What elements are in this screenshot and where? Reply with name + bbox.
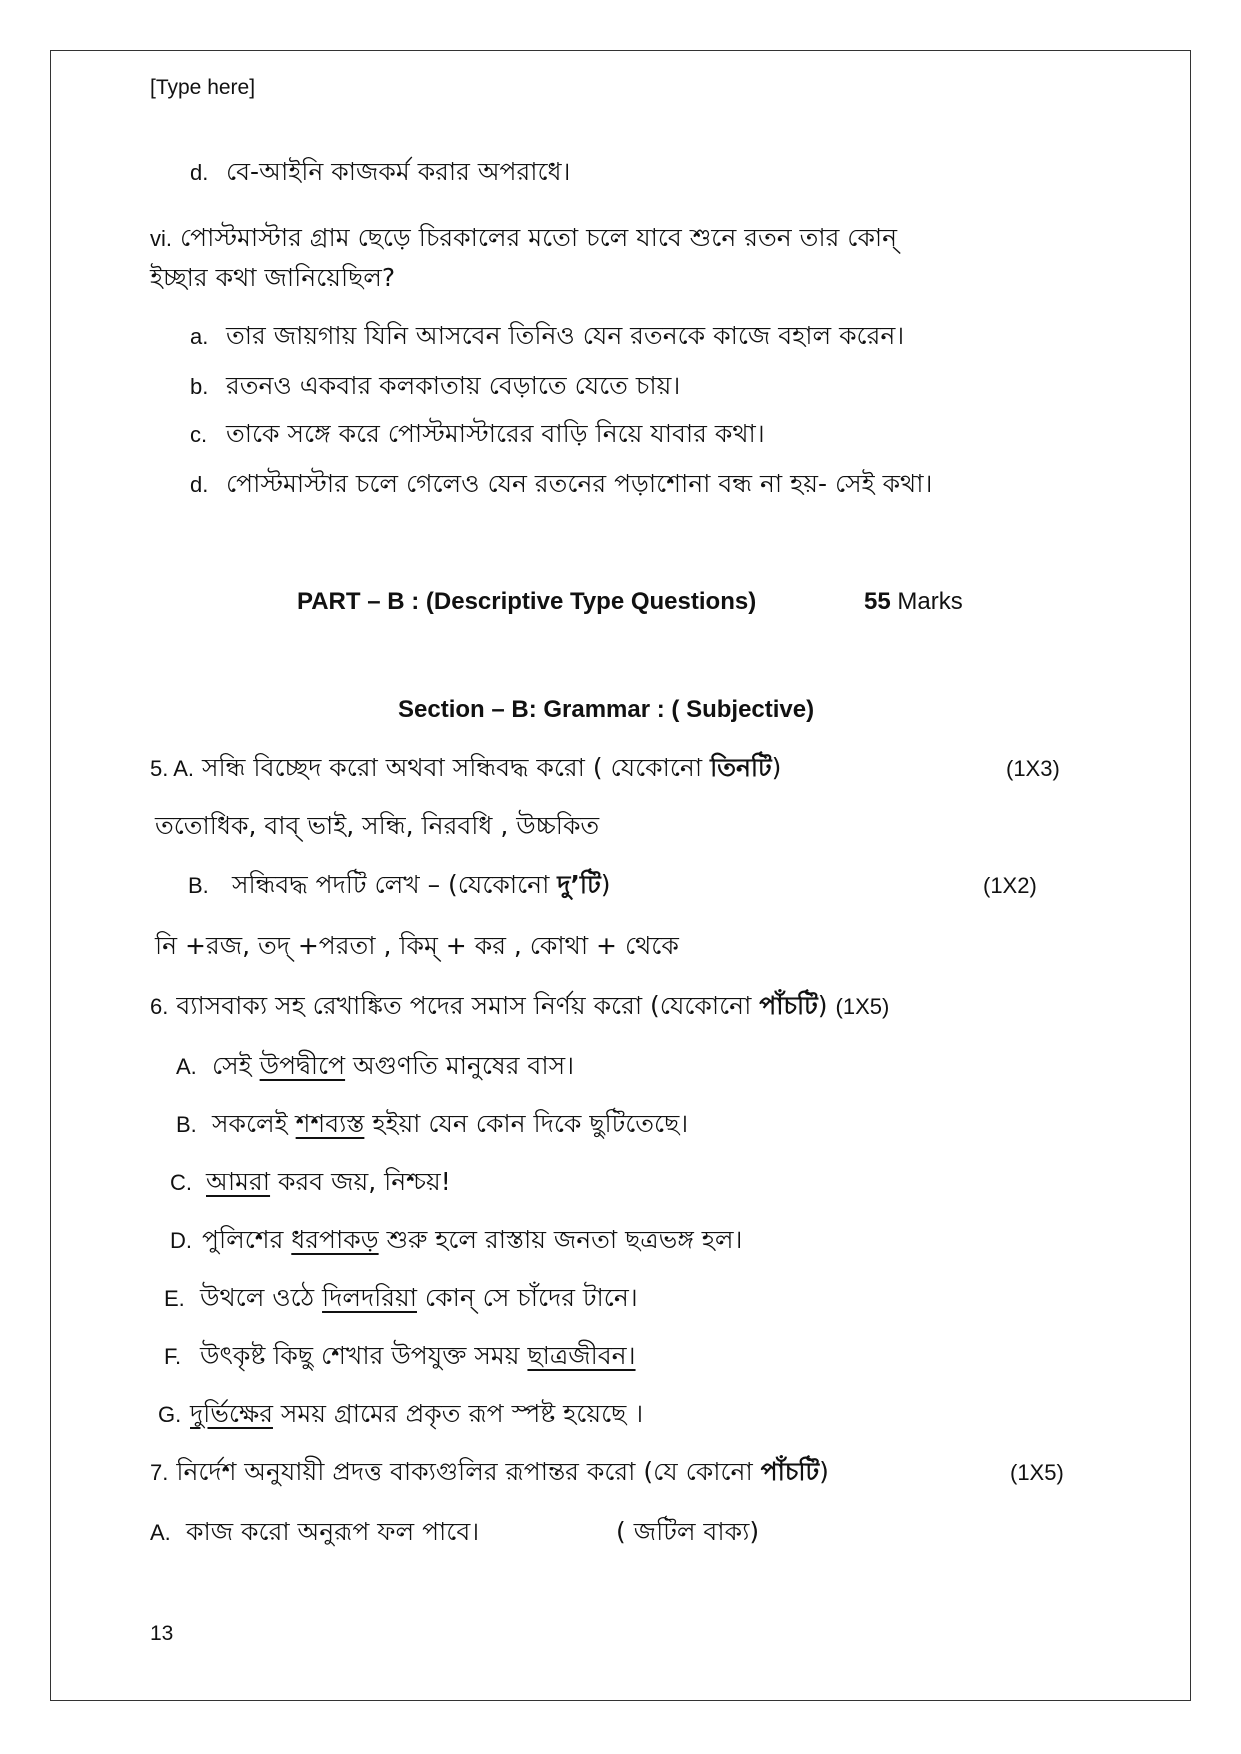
emphasis-count: পাঁচটি (760, 1457, 820, 1486)
question-vi-option-d (190, 468, 932, 501)
question-6-item-f (164, 1340, 636, 1373)
item-text: কাজ করো অনুরূপ ফল পাবে। (186, 1517, 480, 1546)
question-7-marks: (1X5) (1010, 1460, 1064, 1485)
emphasis-count: তিনটি (710, 753, 772, 782)
question-number: B. (188, 873, 209, 898)
item-pre: পুলিশের (202, 1225, 292, 1254)
underlined-word: আমরা (206, 1167, 271, 1196)
item-label: C. (170, 1170, 192, 1195)
question-vi-option-a (190, 320, 904, 353)
question-text: সন্ধি বিচ্ছেদ করো অথবা সন্ধিবদ্ধ করো ( যেকোনো (202, 753, 711, 782)
page-number: 13 (150, 1622, 174, 1645)
part-b-heading (297, 586, 756, 618)
item-post: হইয়া যেন কোন দিকে ছুটিতেছে। (364, 1109, 689, 1138)
option-label: d. (190, 472, 209, 497)
question-6 (150, 990, 889, 1023)
header-placeholder: [Type here] (150, 76, 256, 99)
question-marks: (1X5) (835, 994, 890, 1019)
underlined-word: শশব্যস্ত (295, 1109, 365, 1138)
question-5b-words: নি +রজ, তদ্ +পরতা , কিম্ + কর , কোথা + থেকে (155, 931, 679, 960)
question-7-item-a-note: ( জটিল বাক্য) (616, 1517, 760, 1546)
item-pre: সেই (212, 1051, 260, 1080)
option-text: বে-আইনি কাজকর্ম করার অপরাধে। (226, 157, 571, 186)
close-paren: ) (817, 991, 828, 1020)
question-number: vi. (150, 226, 172, 251)
option-label: c. (190, 422, 208, 447)
question-6-item-a (176, 1050, 574, 1083)
underlined-word: উপদ্বীপে (259, 1051, 346, 1080)
emphasis-count: পাঁচটি (759, 991, 818, 1020)
question-5a-marks: (1X3) (1006, 756, 1060, 781)
item-label: F. (164, 1344, 182, 1369)
item-post: সময় গ্রামের প্রকৃত রূপ স্পষ্ট হয়েছে । (272, 1399, 644, 1428)
question-7-item-a (150, 1516, 479, 1549)
part-b-marks-value: 55 (864, 588, 891, 615)
option-text: তাকে সঙ্গে করে পোস্টমাস্টারের বাড়ি নিয়ে যাবার কথা। (226, 419, 765, 448)
item-pre: সকলেই (212, 1109, 296, 1138)
option-text: তার জায়গায় যিনি আসবেন তিনিও যেন রতনকে কাজে বহাল করেন। (226, 321, 905, 350)
close-paren: ) (600, 870, 611, 899)
question-5a-words: ততোধিক, বাব্ ভাই, সন্ধি, নিরবধি , উচ্চকিত (155, 811, 600, 840)
underlined-word: দিলদরিয়া (322, 1283, 417, 1312)
question-text: নির্দেশ অনুযায়ী প্রদত্ত বাক্যগুলির রূপান্তর করো (যে কোনো (176, 1457, 761, 1486)
question-6-item-c (170, 1166, 451, 1199)
question-7 (150, 1456, 829, 1489)
item-pre: উৎকৃষ্ট কিছু শেখার উপযুক্ত সময় (200, 1341, 528, 1370)
item-post: করব জয়, নিশ্চয়! (270, 1167, 451, 1196)
question-text: পোস্টমাস্টার গ্রাম ছেড়ে চিরকালের মতো চলে যাবে শুনে রতন তার কোন্ (179, 223, 898, 252)
part-b-title: PART – B : (Descriptive Type Questions) (297, 588, 757, 615)
option-text: রতনও একবার কলকাতায় বেড়াতে যেতে চায়। (226, 371, 681, 400)
prev-option-d (190, 156, 571, 189)
question-6-item-e (164, 1282, 638, 1315)
item-label: A. (176, 1054, 197, 1079)
item-post: অগুণতি মানুষের বাস। (345, 1051, 575, 1080)
item-pre: উথলে ওঠে (200, 1283, 323, 1312)
item-post: শুরু হলে রাস্তায় জনতা ছত্রভঙ্গ হল। (378, 1225, 743, 1254)
question-text: ব্যাসবাক্য সহ রেখাঙ্কিত পদের সমাস নির্ণয় করো (যেকোনো (176, 991, 760, 1020)
item-label: D. (170, 1228, 192, 1253)
question-vi-line2: ইচ্ছার কথা জানিয়েছিল? (150, 263, 396, 292)
question-vi-option-c (190, 418, 765, 451)
question-6-item-d (170, 1224, 743, 1257)
option-label: a. (190, 324, 209, 349)
question-text: সন্ধিবদ্ধ পদটি লেখ – (যেকোনো (231, 870, 558, 899)
question-5a (150, 752, 781, 785)
option-label: d. (190, 160, 209, 185)
close-paren: ) (771, 753, 782, 782)
close-paren: ) (819, 1457, 829, 1486)
question-number: 5. A. (150, 756, 195, 781)
item-post: কোন্ সে চাঁদের টানে। (416, 1283, 638, 1312)
question-6-item-g (158, 1398, 643, 1431)
question-number: 7. (150, 1460, 169, 1485)
underlined-word: ধরপাকড় (291, 1225, 379, 1254)
question-6-item-b (176, 1108, 688, 1141)
part-b-marks (864, 586, 963, 618)
question-5b-marks: (1X2) (983, 873, 1037, 898)
option-label: b. (190, 374, 209, 399)
underlined-word: দুর্ভিক্ষের (190, 1399, 273, 1428)
item-label: B. (176, 1112, 197, 1137)
item-label: G. (158, 1402, 182, 1427)
question-vi-option-b (190, 370, 680, 403)
item-label: E. (164, 1286, 185, 1311)
emphasis-count: দু’টি (557, 870, 601, 899)
question-5b (188, 869, 610, 902)
item-label: A. (150, 1520, 171, 1545)
underlined-word: ছাত্রজীবন। (527, 1341, 636, 1370)
part-b-marks-label: Marks (897, 588, 963, 615)
section-b-heading: Section – B: Grammar : ( Subjective) (398, 696, 815, 723)
question-vi-line1 (150, 222, 897, 255)
option-text: পোস্টমাস্টার চলে গেলেও যেন রতনের পড়াশোনা বন্ধ না হয়- সেই কথা। (226, 469, 933, 498)
question-number: 6. (150, 994, 169, 1019)
